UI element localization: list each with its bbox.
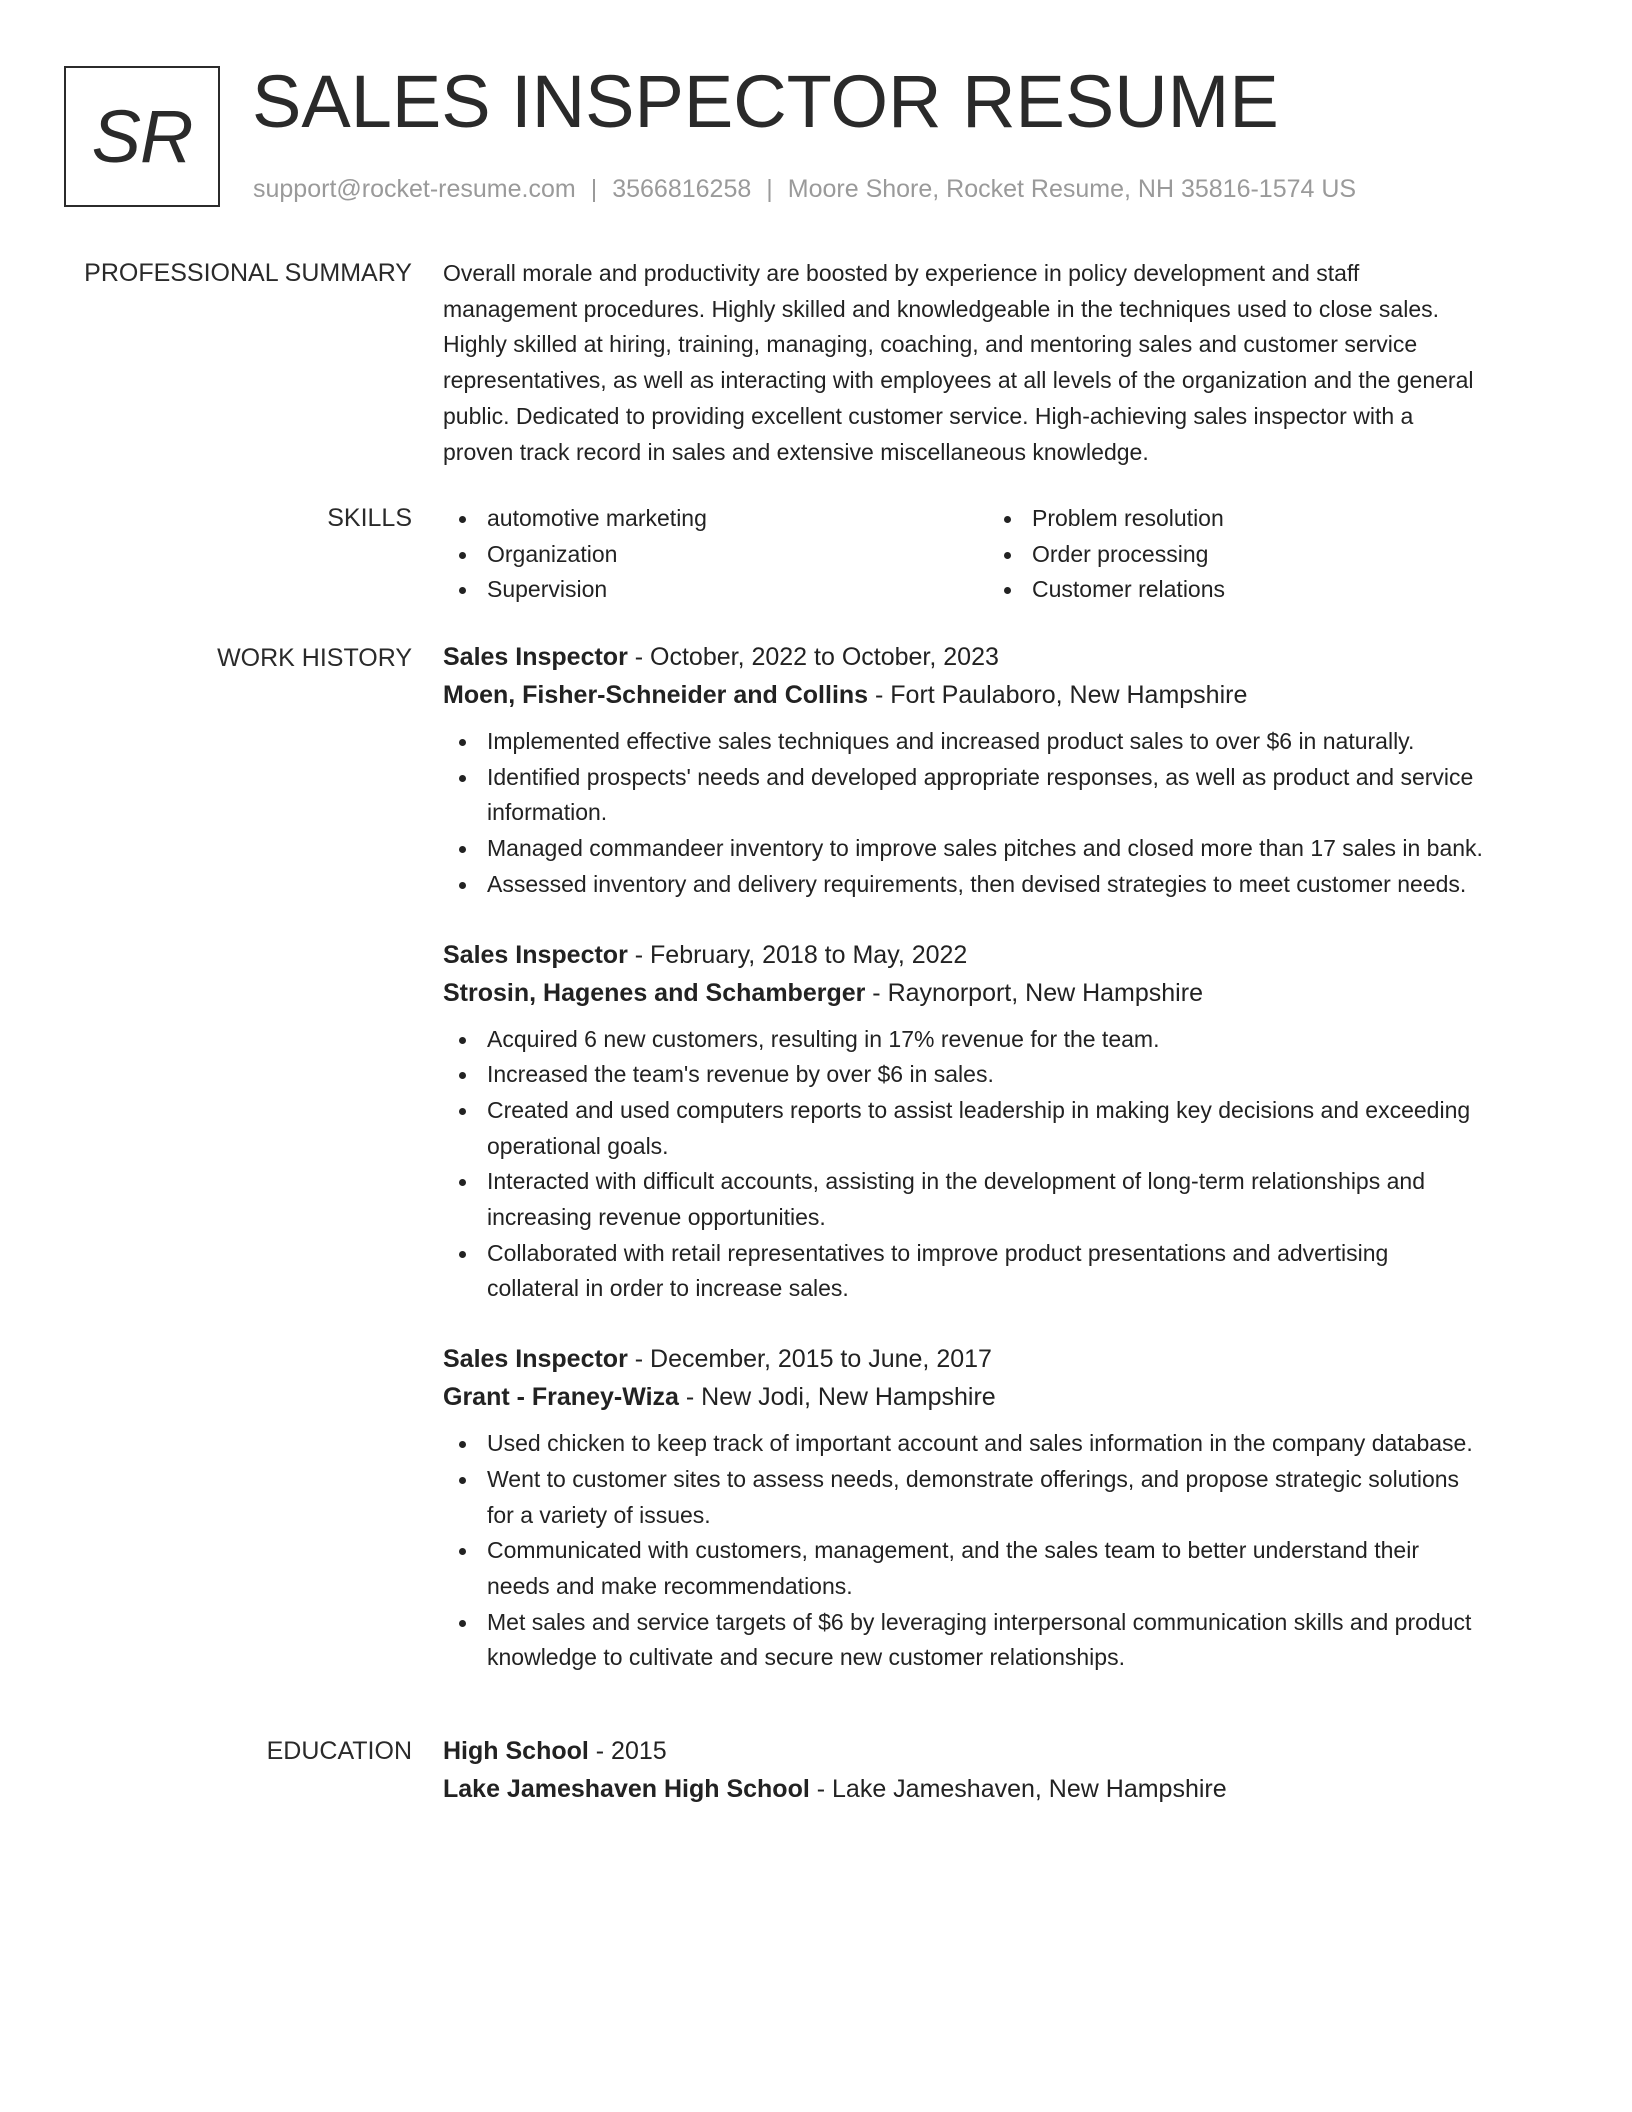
job-bullet	[443, 1533, 1553, 1604]
bullet-line: Managed commandeer inventory to improve sales pitches and closed more than 17 sales in bank.	[487, 835, 1483, 862]
bullet-line: Created and used computers reports to assist leadership in making key decisions and exceeding	[487, 1096, 1471, 1123]
job-company: Moen, Fisher-Schneider and Collins	[443, 681, 869, 709]
bullet-line: for a variety of issues.	[487, 1501, 711, 1528]
job-bullet	[443, 1022, 1553, 1058]
education-heading: EDUCATION	[266, 1737, 412, 1765]
bullet-line: information.	[487, 799, 608, 826]
job-bullet	[443, 760, 1553, 831]
skills-column-left	[443, 501, 988, 608]
contact-email: support@rocket-resume.com	[253, 175, 576, 203]
job-dates: - February, 2018 to May, 2022	[627, 940, 968, 969]
education-school: Lake Jameshaven High School	[443, 1775, 810, 1803]
education-body	[443, 1732, 1553, 1808]
education-degree: High School	[443, 1737, 589, 1765]
job-location: - Raynorport, New Hampshire	[865, 978, 1203, 1007]
job-company: Grant - Franey-Wiza	[443, 1383, 679, 1412]
summary-line: management procedures. Highly skilled and knowledgeable in the techniques used to close sales.	[443, 295, 1439, 322]
job-title: Sales Inspector	[443, 940, 628, 969]
job-bullet	[443, 1164, 1553, 1235]
summary-line: Overall morale and productivity are boosted by experience in policy development and staff	[443, 260, 1360, 286]
job-bullet	[443, 1093, 1553, 1164]
bullet-line: knowledge to cultivate and secure new customer relationships.	[487, 1644, 1125, 1671]
skills-body	[443, 501, 1553, 608]
bullet-line: Used chicken to keep track of important account and sales information in the company database.	[487, 1430, 1473, 1457]
skill-item: Supervision	[443, 572, 988, 608]
job-title-line	[443, 936, 1553, 974]
skill-item: Organization	[443, 537, 988, 573]
contact-line	[253, 172, 1356, 206]
summary-text	[443, 256, 1553, 470]
summary-line: proven track record in sales and extensive miscellaneous knowledge.	[443, 438, 1149, 465]
bullet-line: Identified prospects' needs and developed appropriate responses, as well as product and service	[487, 763, 1474, 790]
job-dates: - December, 2015 to June, 2017	[627, 1345, 992, 1374]
resume-title: SALES INSPECTOR RESUME	[252, 60, 1279, 143]
bullet-line: increasing revenue opportunities.	[487, 1204, 826, 1231]
education-degree-line	[443, 1732, 1553, 1770]
job-title-line	[443, 638, 1553, 676]
job-dates: - October, 2022 to October, 2023	[627, 643, 999, 671]
summary-body	[443, 256, 1553, 470]
job-bullets	[443, 1022, 1553, 1308]
job-bullet	[443, 1426, 1553, 1462]
work-history-body	[443, 638, 1553, 1709]
job-bullet	[443, 867, 1553, 903]
monogram-badge	[64, 66, 220, 207]
job-title: Sales Inspector	[443, 1345, 628, 1374]
job-bullets	[443, 1426, 1553, 1676]
bullet-line: Collaborated with retail representatives to improve product presentations and advertising	[487, 1239, 1389, 1266]
summary-line: representatives, as well as interacting with employees at all levels of the organization and the general	[443, 367, 1474, 394]
education-location: - Lake Jameshaven, New Hampshire	[809, 1775, 1227, 1803]
bullet-line: Interacted with difficult accounts, assisting in the development of long-term relationships and	[487, 1168, 1425, 1195]
job-bullet	[443, 1605, 1553, 1676]
job-company-line	[443, 974, 1553, 1012]
job-bullet	[443, 1462, 1553, 1533]
job-entry	[443, 1340, 1553, 1676]
job-bullet	[443, 724, 1553, 760]
summary-line: public. Dedicated to providing excellent customer service. High-achieving sales inspector with a	[443, 402, 1414, 429]
skill-item: Customer relations	[988, 572, 1533, 608]
bullet-line: Assessed inventory and delivery requirements, then devised strategies to meet customer needs.	[487, 870, 1467, 897]
job-title: Sales Inspector	[443, 643, 628, 671]
bullet-line: operational goals.	[487, 1132, 669, 1159]
skills-heading: SKILLS	[327, 504, 412, 532]
education-school-line	[443, 1770, 1553, 1808]
monogram-initials: SR	[91, 95, 193, 178]
contact-phone: 3566816258	[612, 175, 752, 203]
job-title-line	[443, 1340, 1553, 1378]
job-bullet	[443, 1236, 1553, 1307]
job-company-line	[443, 1378, 1553, 1416]
summary-heading: PROFESSIONAL SUMMARY	[84, 259, 412, 287]
job-company: Strosin, Hagenes and Schamberger	[443, 978, 866, 1007]
education-year: - 2015	[588, 1737, 667, 1765]
work-history-heading: WORK HISTORY	[217, 644, 412, 672]
contact-separator: |	[590, 175, 598, 203]
job-entry	[443, 638, 1553, 903]
bullet-line: Met sales and service targets of $6 by leveraging interpersonal communication skills and product	[487, 1608, 1472, 1635]
job-location: - Fort Paulaboro, New Hampshire	[868, 681, 1248, 709]
job-company-line	[443, 676, 1553, 714]
bullet-line: Acquired 6 new customers, resulting in 17% revenue for the team.	[487, 1025, 1160, 1052]
job-entry	[443, 936, 1553, 1308]
skill-item: automotive marketing	[443, 501, 988, 537]
contact-separator: |	[766, 175, 773, 203]
bullet-line: needs and make recommendations.	[487, 1572, 853, 1599]
bullet-line: Implemented effective sales techniques and increased product sales to over $6 in naturally.	[487, 728, 1415, 754]
skills-grid	[443, 501, 1553, 608]
summary-line: Highly skilled at hiring, training, managing, coaching, and mentoring sales and customer service	[443, 331, 1418, 358]
bullet-line: collateral in order to increase sales.	[487, 1275, 849, 1302]
job-location: - New Jodi, New Hampshire	[678, 1383, 996, 1412]
skills-column-right	[988, 501, 1533, 608]
bullet-line: Communicated with customers, management, and the sales team to better understand their	[487, 1537, 1419, 1564]
bullet-line: Increased the team's revenue by over $6 in sales.	[487, 1061, 994, 1088]
skill-item: Order processing	[988, 537, 1533, 573]
contact-address: Moore Shore, Rocket Resume, NH 35816-1574 US	[787, 175, 1357, 203]
skill-item: Problem resolution	[988, 501, 1533, 537]
job-bullets	[443, 724, 1553, 903]
job-bullet	[443, 1057, 1553, 1093]
bullet-line: Went to customer sites to assess needs, demonstrate offerings, and propose strategic solutions	[487, 1465, 1460, 1492]
job-bullet	[443, 831, 1553, 867]
